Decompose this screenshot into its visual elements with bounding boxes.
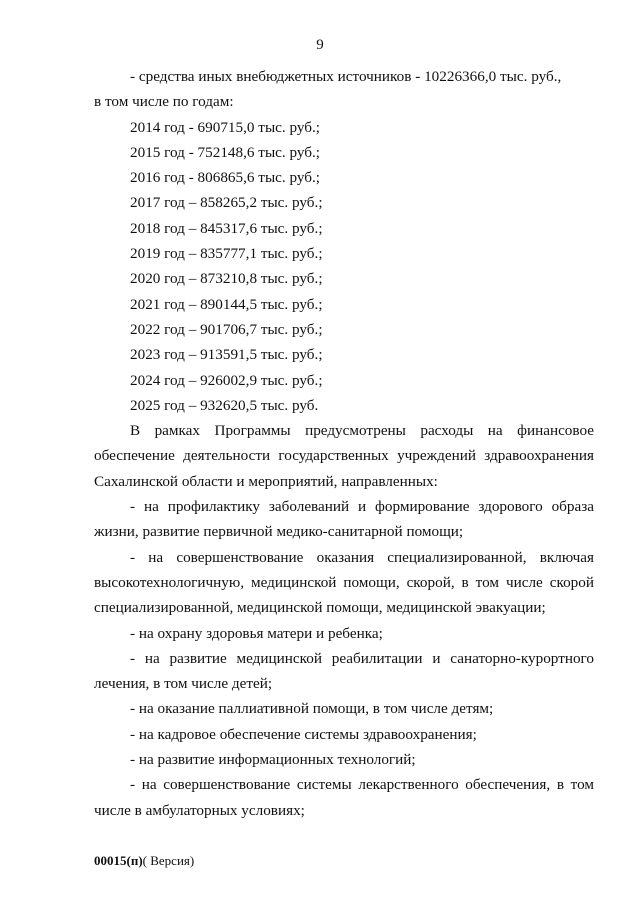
direction-item: - на развитие информационных технологий; xyxy=(130,751,416,769)
year-item: 2023 год – 913591,5 тыс. руб.; xyxy=(130,346,323,364)
intro-line-2: в том числе по годам: xyxy=(94,93,234,111)
document-version: ( Версия) xyxy=(142,853,195,868)
intro-line: - средства иных внебюджетных источников - 10226366,0 тыс. руб., xyxy=(130,68,562,85)
page-number: 9 xyxy=(316,37,324,53)
document-body xyxy=(94,64,594,823)
document-code: 00015(п) xyxy=(94,853,143,868)
direction-item: - на совершенствование оказания специализированной, включая высокотехнологичную, медицинской помощи, скорой, в том числе скорой специализированной, медицинской помощи, медицинской эвакуации; xyxy=(94,548,594,617)
year-item: 2022 год – 901706,7 тыс. руб.; xyxy=(130,320,323,338)
year-item: 2016 год - 806865,6 тыс. руб.; xyxy=(130,169,321,187)
year-item: 2017 год – 858265,2 тыс. руб.; xyxy=(130,194,323,212)
year-item: 2021 год – 890144,5 тыс. руб.; xyxy=(130,295,323,313)
direction-item: - на охрану здоровья матери и ребенка; xyxy=(130,624,383,642)
year-item: 2024 год – 926002,9 тыс. руб.; xyxy=(130,371,323,389)
direction-item: - на кадровое обеспечение системы здравоохранения; xyxy=(130,725,477,743)
year-item: 2025 год – 932620,5 тыс. руб. xyxy=(130,396,319,414)
year-item: 2014 год - 690715,0 тыс. руб.; xyxy=(130,118,321,136)
direction-item: - на профилактику заболеваний и формирование здорового образа жизни, развитие первичной медико-санитарной помощи; xyxy=(94,498,594,541)
year-funding-list xyxy=(94,115,594,419)
direction-item: - на совершенствование системы лекарственного обеспечения, в том числе в амбулаторных условиях; xyxy=(94,776,594,819)
year-item: 2015 год - 752148,6 тыс. руб.; xyxy=(130,143,321,161)
year-item: 2018 год – 845317,6 тыс. руб.; xyxy=(130,219,323,237)
document-footer xyxy=(94,853,194,869)
year-item: 2020 год – 873210,8 тыс. руб.; xyxy=(130,270,323,288)
program-paragraph: В рамках Программы предусмотрены расходы на финансовое обеспечение деятельности государственных учреждений здравоохранения Сахалинской области и мероприятий, направленных: xyxy=(94,422,594,490)
year-item: 2019 год – 835777,1 тыс. руб.; xyxy=(130,245,323,263)
direction-item: - на оказание паллиативной помощи, в том числе детям; xyxy=(130,700,494,718)
direction-item: - на развитие медицинской реабилитации и санаторно-курортного лечения, в том числе детей; xyxy=(94,649,594,693)
